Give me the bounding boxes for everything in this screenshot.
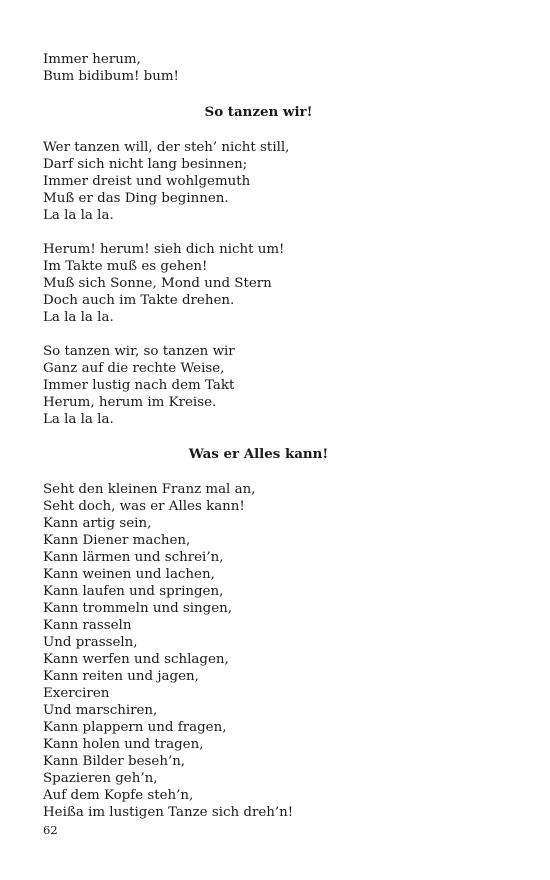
verse-line: Kann werfen und schlagen, xyxy=(43,652,229,667)
verse-line: Kann rasseln xyxy=(43,618,132,633)
verse-line: Immer dreist und wohlgemuth xyxy=(43,174,251,189)
verse-line: Immer lustig nach dem Takt xyxy=(43,378,235,393)
verse-line: Kann lärmen und schrei’n, xyxy=(43,550,224,565)
poem-title-so-tanzen-wir: So tanzen wir! xyxy=(204,104,313,120)
stanza xyxy=(43,139,513,224)
verse-line: Immer herum, xyxy=(43,52,141,67)
verse-line: Seht doch, was er Alles kann! xyxy=(43,499,245,514)
verse-line: Seht den kleinen Franz mal an, xyxy=(43,482,256,497)
verse-line: Doch auch im Takte drehen. xyxy=(43,293,235,308)
verse-line: Wer tanzen will, der steh’ nicht still, xyxy=(43,140,290,155)
verse-line: Und prasseln, xyxy=(43,635,138,650)
verse-line: Muß sich Sonne, Mond und Stern xyxy=(43,276,272,291)
verse-line: Ganz auf die rechte Weise, xyxy=(43,361,225,376)
verse-line: Darf sich nicht lang besinnen; xyxy=(43,157,248,172)
poem-so-tanzen-wir xyxy=(43,139,513,428)
verse-line: La la la la. xyxy=(43,412,114,427)
verse-line: Kann trommeln und singen, xyxy=(43,601,233,616)
verse-line: Kann reiten und jagen, xyxy=(43,669,199,684)
verse-line: Heißa im lustigen Tanze sich dreh’n! xyxy=(43,805,294,820)
verse-line: Bum bidibum! bum! xyxy=(43,69,179,84)
poem-title-was-er-alles-kann: Was er Alles kann! xyxy=(188,446,329,462)
verse-line: Kann plappern und fragen, xyxy=(43,720,227,735)
verse-line: So tanzen wir, so tanzen wir xyxy=(43,344,235,359)
verse-line: Herum! herum! sieh dich nicht um! xyxy=(43,242,285,257)
poem-was-er-alles-kann xyxy=(43,481,513,821)
verse-line: Kann Diener machen, xyxy=(43,533,191,548)
verse-line: Muß er das Ding beginnen. xyxy=(43,191,229,206)
verse-line: La la la la. xyxy=(43,310,114,325)
verse-line: Kann weinen und lachen, xyxy=(43,567,215,582)
verse-line: Und marschiren, xyxy=(43,703,158,718)
intro-stanza xyxy=(43,51,513,85)
verse-line: Im Takte muß es gehen! xyxy=(43,259,208,274)
verse-line: La la la la. xyxy=(43,208,114,223)
verse-line: Kann laufen und springen, xyxy=(43,584,224,599)
verse-line: Herum, herum im Kreise. xyxy=(43,395,217,410)
verse-line: Spazieren geh’n, xyxy=(43,771,158,786)
verse-line: Kann holen und tragen, xyxy=(43,737,204,752)
page-content xyxy=(43,51,513,821)
verse-line: Kann artig sein, xyxy=(43,516,152,531)
stanza xyxy=(43,343,513,428)
page-number: 62 xyxy=(43,823,58,837)
verse-line: Auf dem Kopfe steh’n, xyxy=(43,788,194,803)
verse-line: Kann Bilder beseh’n, xyxy=(43,754,186,769)
stanza xyxy=(43,241,513,326)
verse-line: Exerciren xyxy=(43,686,110,701)
